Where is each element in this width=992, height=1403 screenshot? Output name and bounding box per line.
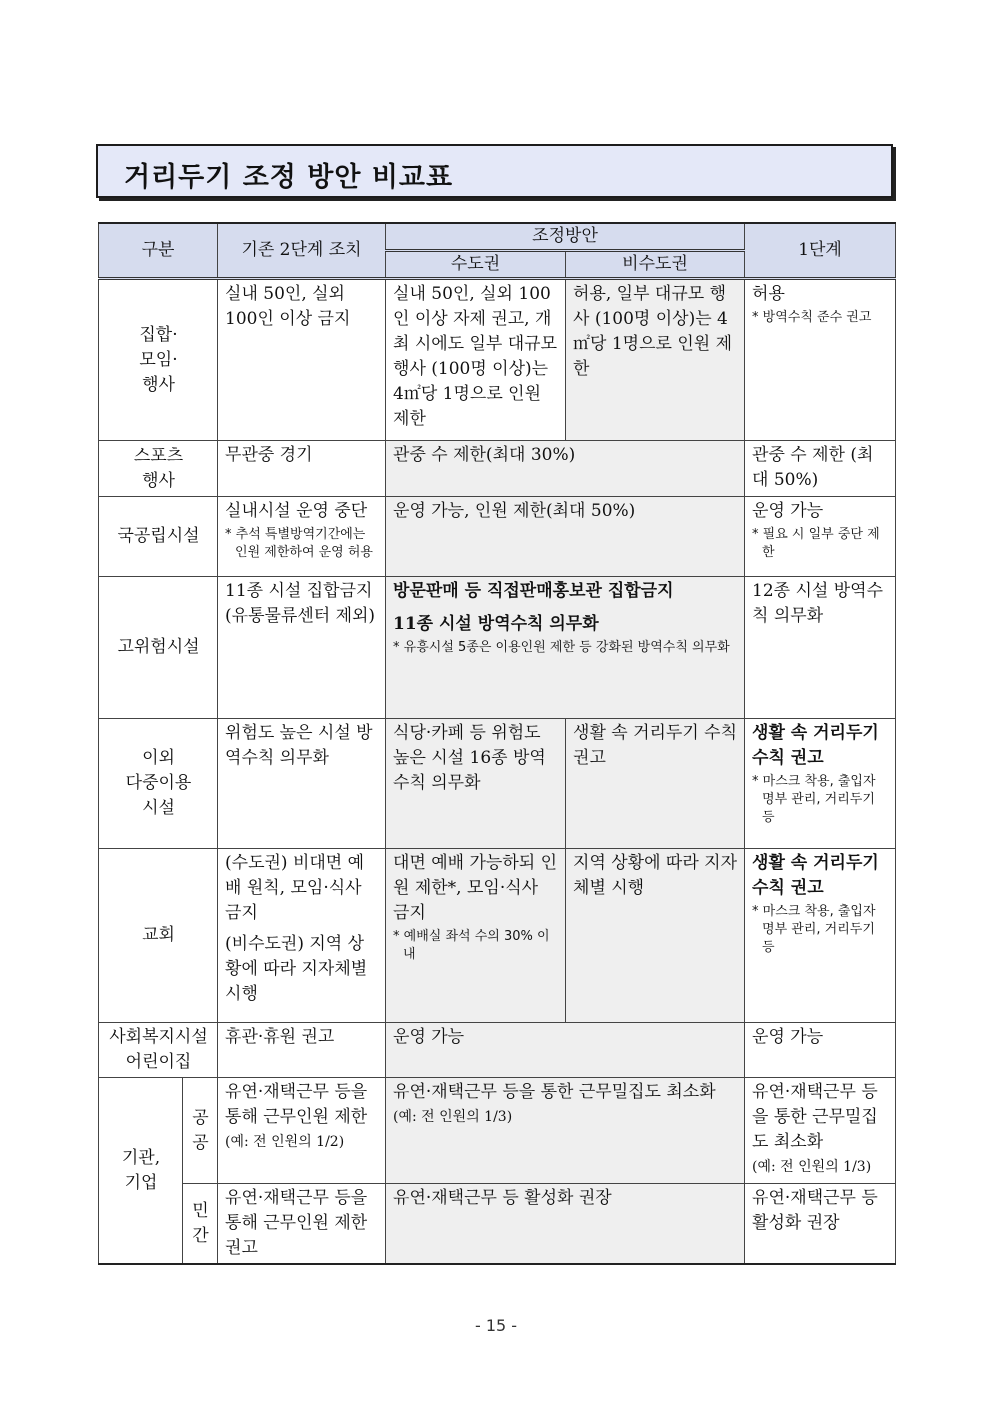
- label-text: 민 간: [192, 1200, 209, 1246]
- cell-highrisk-stage1: 12종 시설 방역수칙 의무화: [745, 577, 896, 719]
- highrisk-adjust-1: 방문판매 등 직접판매홍보관 집합금지: [393, 581, 674, 601]
- page-number: - 15 -: [474, 1316, 518, 1335]
- church-metro-text: 대면 예배 가능하되 인원 제한*, 모임·식사 금지: [393, 853, 558, 923]
- cell-gathering-nonmetro: 허용, 일부 대규모 행사 (100명 이상)는 4㎡당 1명으로 인원 제한: [566, 279, 745, 441]
- header-stage1: 1단계: [745, 223, 896, 279]
- label-text: 이외 다중이용 시설: [125, 748, 192, 818]
- label-text: 기관, 기업: [121, 1147, 161, 1193]
- multiuse-stage1-text: 생활 속 거리두기 수칙 권고: [752, 723, 879, 768]
- church-stage1-note: * 마스크 착용, 출입자 명부 관리, 거리두기 등: [752, 903, 889, 957]
- label-text: 교회: [142, 925, 175, 945]
- cell-public-stage1: [745, 497, 896, 577]
- cell-orgs-private-existing: 유연·재택근무 등을 통해 근무인원 제한 권고: [218, 1184, 386, 1265]
- row-label-multiuse: [99, 719, 218, 849]
- orgs-public-existing-text: 유연·재택근무 등을 통해 근무인원 제한: [225, 1082, 368, 1127]
- cell-welfare-adjust: 운영 가능: [386, 1023, 745, 1078]
- church-existing-1: (수도권) 비대면 예배 원칙, 모임·식사 금지: [225, 853, 365, 923]
- church-existing-2: (비수도권) 지역 상황에 따라 지자체별 시행: [225, 934, 368, 1004]
- cell-gathering-metro: 실내 50인, 실외 100인 이상 자제 권고, 개최 시에도 일부 대규모 행사 (100명 이상)는 4㎡당 1명으로 인원 제한: [386, 279, 566, 441]
- label-text: 집합· 모임· 행사: [139, 324, 178, 395]
- row-multiuse: [99, 719, 896, 849]
- label-text: 고위험시설: [117, 637, 200, 657]
- row-label-highrisk: [99, 577, 218, 719]
- church-stage1-text: 생활 속 거리두기 수칙 권고: [752, 853, 879, 898]
- cell-highrisk-adjust: [386, 577, 745, 719]
- page-title: 거리두기 조정 방안 비교표: [124, 162, 454, 193]
- cell-multiuse-nonmetro: 생활 속 거리두기 수칙 권고: [566, 719, 745, 849]
- row-label-church: [99, 849, 218, 1023]
- cell-public-adjust: 운영 가능, 인원 제한(최대 50%): [386, 497, 745, 577]
- orgs-public-adjust-sub: (예: 전 인원의 1/3): [393, 1109, 513, 1125]
- row-church: [99, 849, 896, 1023]
- label-text: 국공립시설: [117, 526, 200, 546]
- cell-welfare-stage1: 운영 가능: [745, 1023, 896, 1078]
- row-gathering: [99, 279, 896, 441]
- row-label-sports: [99, 441, 218, 497]
- row-sports: [99, 441, 896, 497]
- title-box: [96, 144, 893, 198]
- cell-church-stage1: [745, 849, 896, 1023]
- cell-multiuse-existing: 위험도 높은 시설 방역수칙 의무화: [218, 719, 386, 849]
- row-label-gathering: [99, 279, 218, 441]
- cell-gathering-stage1: [745, 279, 896, 441]
- row-label-public: [99, 497, 218, 577]
- cell-highrisk-existing: 11종 시설 집합금지 (유통물류센터 제외): [218, 577, 386, 719]
- orgs-public-adjust-text: 유연·재택근무 등을 통한 근무밀집도 최소화: [393, 1082, 716, 1102]
- gathering-stage1-text: 허용: [752, 284, 785, 304]
- orgs-public-stage1-sub: (예: 전 인원의 1/3): [752, 1159, 872, 1175]
- highrisk-adjust-note: * 유흥시설 5종은 이용인원 제한 등 강화된 방역수칙 의무화: [393, 639, 738, 657]
- row-orgs-public: [99, 1078, 896, 1184]
- header-existing: 기존 2단계 조치: [218, 223, 386, 279]
- row-welfare: [99, 1023, 896, 1078]
- row-orgs-private: [99, 1184, 896, 1265]
- cell-orgs-private-stage1: 유연·재택근무 등 활성화 권장: [745, 1184, 896, 1265]
- orgs-public-stage1-text: 유연·재택근무 등을 통한 근무밀집도 최소화: [752, 1082, 878, 1152]
- sub-label-public: [183, 1078, 218, 1184]
- cell-sports-stage1: 관중 수 제한 (최대 50%): [745, 441, 896, 497]
- header-row-1: [99, 223, 896, 251]
- cell-welfare-existing: 휴관·휴원 권고: [218, 1023, 386, 1078]
- multiuse-stage1-note: * 마스크 착용, 출입자 명부 관리, 거리두기 등: [752, 773, 889, 827]
- orgs-public-existing-sub: (예: 전 인원의 1/2): [225, 1134, 345, 1150]
- cell-church-metro: [386, 849, 566, 1023]
- gathering-stage1-note: * 방역수칙 준수 권고: [752, 309, 889, 327]
- label-text: 공 공: [192, 1107, 209, 1153]
- label-text: 스포츠 행사: [133, 445, 184, 491]
- cell-multiuse-stage1: [745, 719, 896, 849]
- cell-public-existing: [218, 497, 386, 577]
- header-nonmetro: 비수도권: [566, 251, 745, 279]
- cell-church-nonmetro: 지역 상황에 따라 지자체별 시행: [566, 849, 745, 1023]
- row-public: [99, 497, 896, 577]
- public-existing-note: * 추석 특별방역기간에는 인원 제한하여 운영 허용: [225, 526, 379, 562]
- cell-orgs-public-adjust: [386, 1078, 745, 1184]
- public-stage1-text: 운영 가능: [752, 501, 824, 521]
- row-label-orgs: [99, 1078, 183, 1265]
- sub-label-private: [183, 1184, 218, 1265]
- cell-sports-existing: 무관중 경기: [218, 441, 386, 497]
- header-metro: 수도권: [386, 251, 566, 279]
- comparison-table: [98, 222, 896, 1265]
- row-highrisk: [99, 577, 896, 719]
- public-existing-text: 실내시설 운영 중단: [225, 501, 368, 521]
- cell-orgs-public-existing: [218, 1078, 386, 1184]
- cell-sports-adjust: 관중 수 제한(최대 30%): [386, 441, 745, 497]
- row-label-welfare: [99, 1023, 218, 1078]
- church-metro-note: * 예배실 좌석 수의 30% 이내: [393, 928, 559, 964]
- header-adjust: 조정방안: [386, 223, 745, 251]
- cell-multiuse-metro: 식당·카페 등 위험도 높은 시설 16종 방역수칙 의무화: [386, 719, 566, 849]
- label-text: 사회복지시설 어린이집: [109, 1027, 208, 1072]
- cell-gathering-existing: 실내 50인, 실외 100인 이상 금지: [218, 279, 386, 441]
- cell-church-existing: [218, 849, 386, 1023]
- highrisk-adjust-2: 11종 시설 방역수칙 의무화: [393, 614, 599, 634]
- cell-orgs-public-stage1: [745, 1078, 896, 1184]
- cell-orgs-private-adjust: 유연·재택근무 등 활성화 권장: [386, 1184, 745, 1265]
- header-category: 구분: [99, 223, 218, 279]
- public-stage1-note: * 필요 시 일부 중단 제한: [752, 526, 889, 562]
